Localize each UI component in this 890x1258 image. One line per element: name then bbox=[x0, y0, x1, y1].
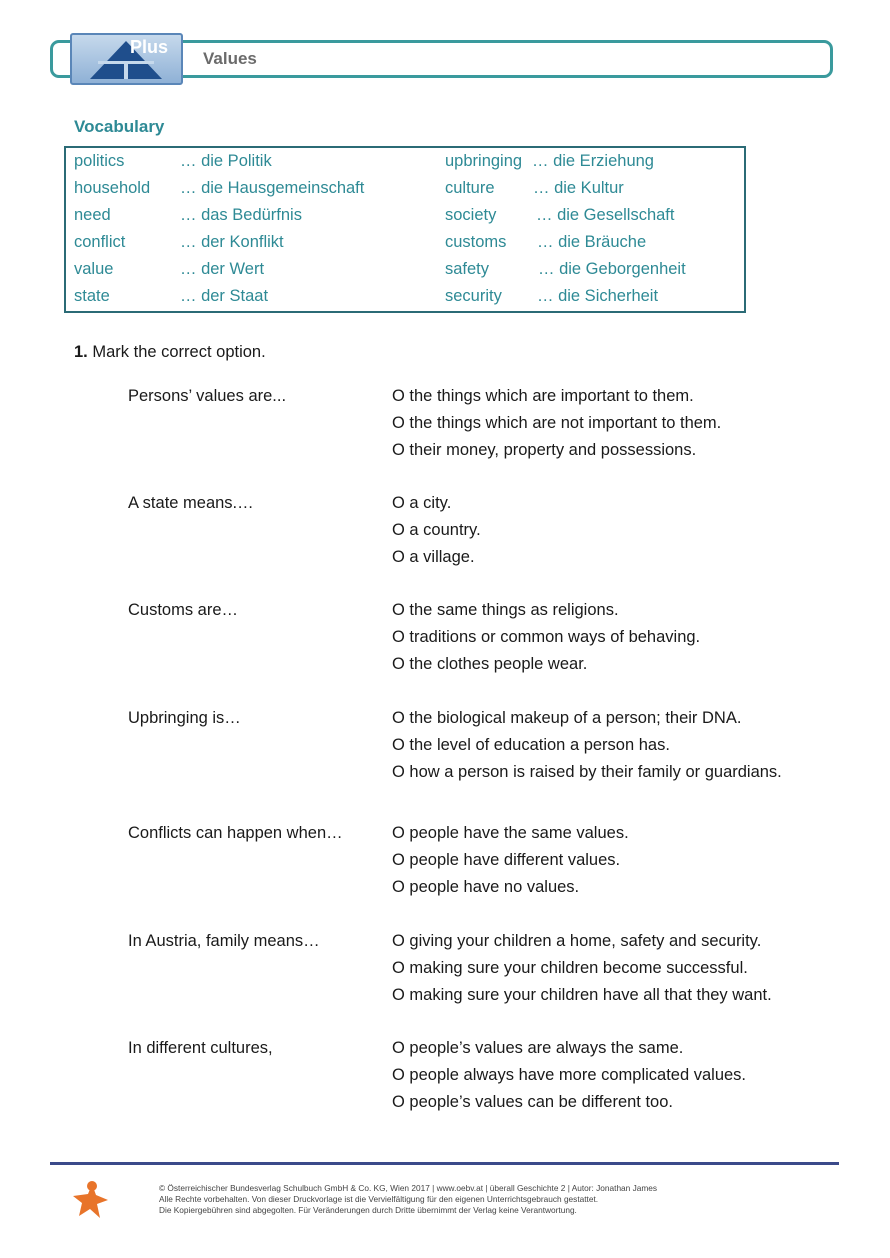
answer-option[interactable]: O people’s values can be different too. bbox=[392, 1093, 673, 1111]
vocab-german-term: … die Hausgemeinschaft bbox=[180, 179, 365, 197]
vocab-german-term: … das Bedürfnis bbox=[180, 206, 302, 224]
vocabulary-row bbox=[66, 233, 744, 260]
question-prompt: In Austria, family means… bbox=[128, 932, 320, 950]
vocabulary-row bbox=[66, 260, 744, 287]
answer-option[interactable]: O traditions or common ways of behaving. bbox=[392, 628, 701, 646]
question-prompt: In different cultures, bbox=[128, 1039, 273, 1057]
footer-line: Die Kopiergebühren sind abgegolten. Für Veränderungen durch Dritte übernimmt der Verlag keine Verantwortung. bbox=[159, 1205, 577, 1215]
vocab-english-term: customs bbox=[445, 233, 507, 251]
footer-copyright bbox=[159, 1183, 657, 1216]
answer-option[interactable]: O a city. bbox=[392, 494, 452, 512]
answer-option[interactable]: O the things which are not important to them. bbox=[392, 414, 722, 432]
answer-option[interactable]: O people’s values are always the same. bbox=[392, 1039, 684, 1057]
vocab-german-term: … die Politik bbox=[180, 152, 272, 170]
answer-option[interactable]: O making sure your children have all that they want. bbox=[392, 986, 772, 1004]
answer-option[interactable]: O a country. bbox=[392, 521, 481, 539]
publisher-logo-icon bbox=[70, 1180, 110, 1220]
vocabulary-row bbox=[66, 206, 744, 233]
answer-option[interactable]: O the biological makeup of a person; their DNA. bbox=[392, 709, 742, 727]
answer-option[interactable]: O people always have more complicated values. bbox=[392, 1066, 747, 1084]
answer-option[interactable]: O how a person is raised by their family or guardians. bbox=[392, 763, 782, 781]
vocab-german-term: … der Konflikt bbox=[180, 233, 284, 251]
vocab-german-term: … die Sicherheit bbox=[537, 287, 659, 305]
task-number: 1. bbox=[74, 343, 88, 361]
vocab-english-term: upbringing bbox=[445, 152, 523, 170]
answer-option[interactable]: O making sure your children become successful. bbox=[392, 959, 748, 977]
vocab-english-term: safety bbox=[445, 260, 490, 278]
vocab-english-term: household bbox=[74, 179, 151, 197]
vocab-german-term: … die Erziehung bbox=[532, 152, 654, 170]
page-title: Values bbox=[203, 49, 257, 68]
answer-option[interactable]: O giving your children a home, safety and security. bbox=[392, 932, 762, 950]
vocabulary-table bbox=[64, 146, 746, 313]
answer-option[interactable]: O people have no values. bbox=[392, 878, 580, 896]
vocab-german-term: … die Geborgenheit bbox=[538, 260, 686, 278]
question-prompt: Customs are… bbox=[128, 601, 239, 619]
task-instruction bbox=[74, 343, 266, 362]
vocab-german-term: … der Staat bbox=[180, 287, 269, 305]
footer-line: Alle Rechte vorbehalten. Von dieser Druckvorlage ist die Vervielfältigung für den eigenen Unterrichtsgebrauch gestattet. bbox=[159, 1194, 599, 1204]
vocab-english-term: security bbox=[445, 287, 502, 305]
vocab-german-term: … die Bräuche bbox=[537, 233, 647, 251]
vocabulary-heading: Vocabulary bbox=[74, 117, 165, 136]
vocab-english-term: state bbox=[74, 287, 110, 305]
answer-option[interactable]: O their money, property and possessions. bbox=[392, 441, 697, 459]
vocabulary-row bbox=[66, 152, 744, 179]
vocab-english-term: culture bbox=[445, 179, 495, 197]
question-prompt: Persons’ values are... bbox=[128, 387, 287, 405]
footer-line: © Österreichischer Bundesverlag Schulbuch GmbH & Co. KG, Wien 2017 | www.oebv.at | überall Geschichte 2 | Autor: Jonathan James bbox=[159, 1183, 658, 1193]
plus-logo bbox=[70, 33, 183, 85]
vocab-english-term: conflict bbox=[74, 233, 126, 251]
vocab-english-term: society bbox=[445, 206, 497, 224]
logo-text: Plus bbox=[130, 37, 169, 57]
answer-option[interactable]: O the level of education a person has. bbox=[392, 736, 670, 754]
answer-option[interactable]: O the things which are important to them. bbox=[392, 387, 694, 405]
vocabulary-row bbox=[66, 287, 744, 314]
answer-option[interactable]: O people have different values. bbox=[392, 851, 621, 869]
question-prompt: A state means.… bbox=[128, 494, 254, 512]
vocab-english-term: value bbox=[74, 260, 114, 278]
vocab-german-term: … der Wert bbox=[180, 260, 265, 278]
vocab-german-term: … die Gesellschaft bbox=[536, 206, 675, 224]
answer-option[interactable]: O the clothes people wear. bbox=[392, 655, 588, 673]
vocab-german-term: … die Kultur bbox=[533, 179, 624, 197]
answer-option[interactable]: O the same things as religions. bbox=[392, 601, 619, 619]
answer-option[interactable]: O a village. bbox=[392, 548, 475, 566]
task-text: Mark the correct option. bbox=[92, 343, 266, 361]
vocab-english-term: need bbox=[74, 206, 111, 224]
answer-option[interactable]: O people have the same values. bbox=[392, 824, 629, 842]
question-prompt: Conflicts can happen when… bbox=[128, 824, 343, 842]
question-prompt: Upbringing is… bbox=[128, 709, 241, 727]
vocabulary-row bbox=[66, 179, 744, 206]
footer-divider bbox=[50, 1162, 839, 1165]
vocab-english-term: politics bbox=[74, 152, 125, 170]
